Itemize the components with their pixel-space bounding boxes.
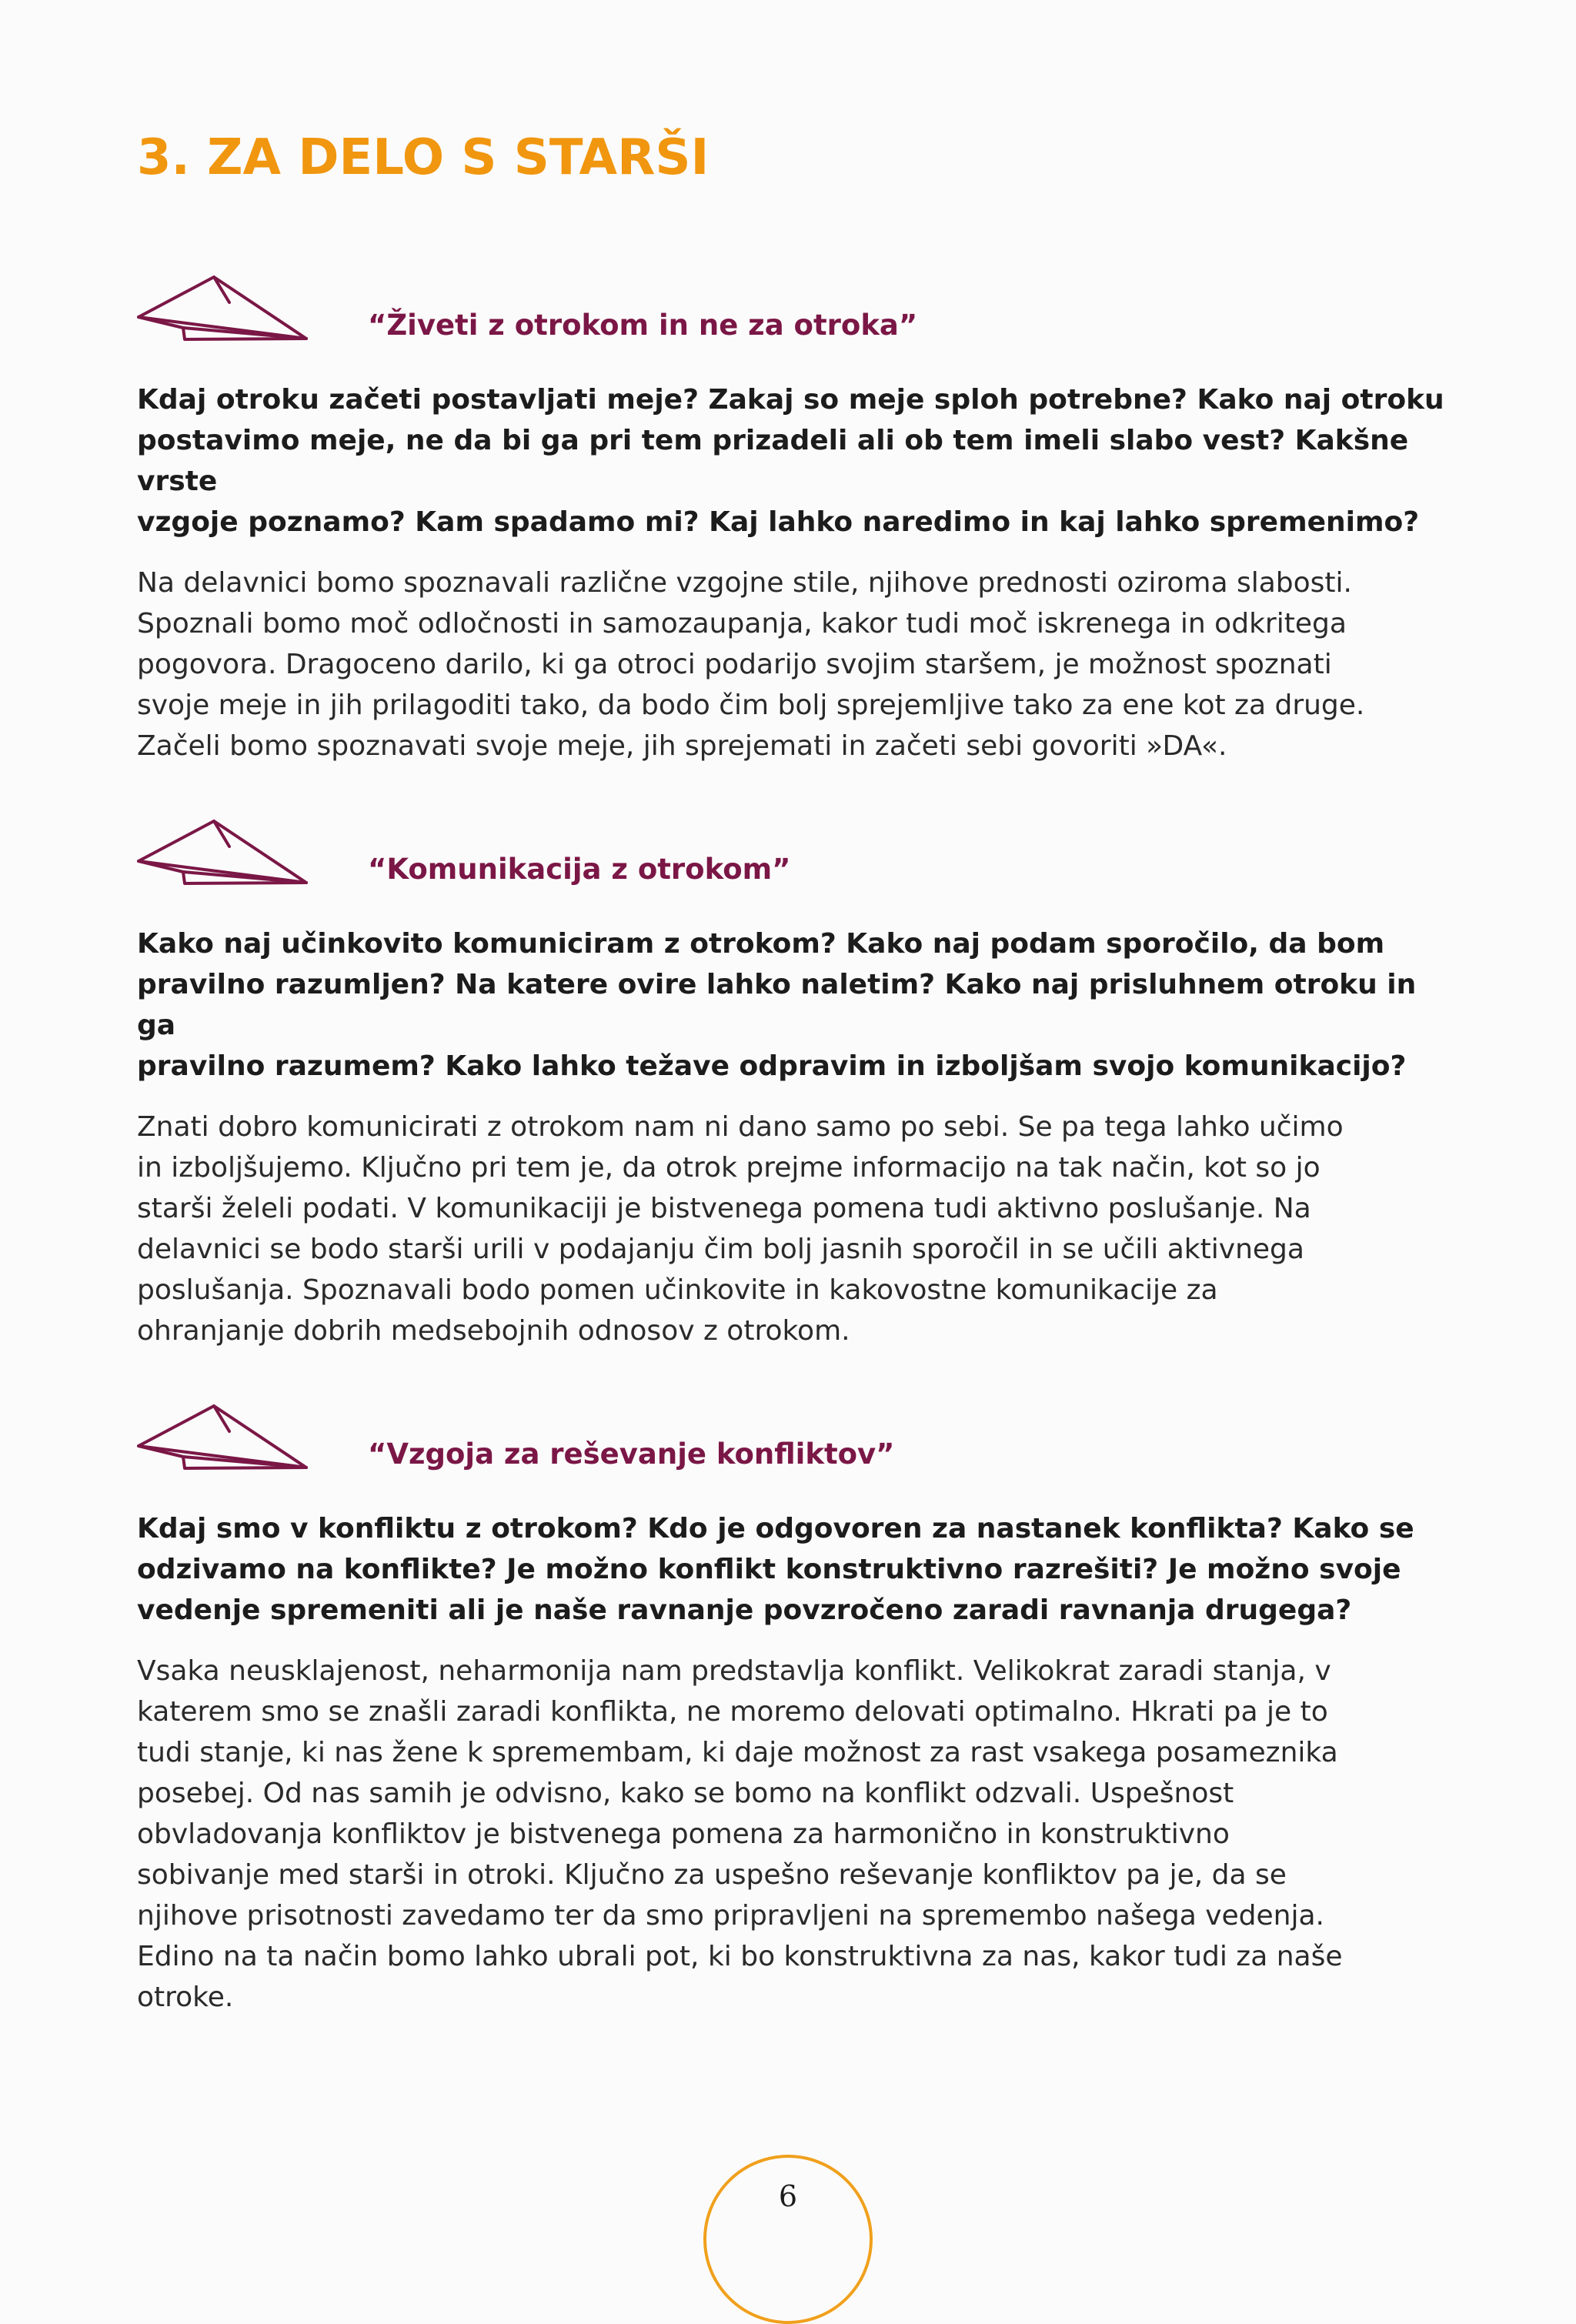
section-body: Vsaka neusklajenost, neharmonija nam predstavlja konflikt. Velikokrat zaradi stanja, v katerem smo se znašli zaradi konflikta, ne moremo delovati optimalno. Hkrati pa je to tudi stanje, ki nas žene k spremembam, ki daje možnost za rast vsakega posameznika posebej. Od nas samih je odvisno, kako se bomo na konflikt odzvali. Uspešnost obvladovanja konfliktov je bistvenega pomena za harmonično in konstruktivno sobivanje med starši in otroki. Ključno za uspešno reševanje konfliktov pa je, da se njihove prisotnosti zavedamo ter da smo pripravljeni na spremembo našega vedenja. Edino na ta način bomo lahko ubrali pot, ki bo konstruktivna za nas, kakor tudi za naše otroke. — [137, 1655, 1343, 2013]
section-questions: Kdaj smo v konfliktu z otrokom? Kdo je odgovoren za nastanek konflikta? Kako se odzivamo na konflikte? Je možno konflikt konstruktivno razrešiti? Je možno svoje vedenje spremeniti ali je naše ravnanje povzročeno zaradi ravnanja drugega? — [137, 1513, 1414, 1626]
page-title: 3. ZA DELO S STARŠI — [137, 129, 710, 186]
section-ziveti-z-otrokom — [137, 273, 1461, 766]
paper-plane-icon — [137, 1402, 314, 1479]
page-number: 6 — [778, 2179, 798, 2213]
section-header — [137, 817, 1461, 894]
paper-plane-icon — [137, 817, 314, 894]
section-vzgoja-konflikti — [137, 1402, 1461, 2018]
section-header — [137, 1402, 1461, 1479]
section-questions: Kdaj otroku začeti postavljati meje? Zakaj so meje sploh potrebne? Kako naj otroku postavimo meje, ne da bi ga pri tem prizadeli ali ob tem imeli slabo vest? Kakšne vrste vzgoje poznamo? Kam spadamo mi? Kaj lahko naredimo in kaj lahko spremenimo? — [137, 384, 1444, 538]
section-body: Znati dobro komunicirati z otrokom nam ni dano samo po sebi. Se pa tega lahko učimo in izboljšujemo. Ključno pri tem je, da otrok prejme informacijo na tak način, kot so jo starši želeli podati. V komunikaciji je bistvenega pomena tudi aktivno poslušanje. Na delavnici se bodo starši urili v podajanju čim bolj jasnih sporočil in se učili aktivnega poslušanja. Spoznavali bodo pomen učinkovite in kakovostne komunikacije za ohranjanje dobrih medsebojnih odnosov z otrokom. — [137, 1111, 1344, 1347]
section-heading: “Živeti z otrokom in ne za otroka” — [368, 309, 918, 342]
section-heading: “Komunikacija z otrokom” — [368, 853, 791, 886]
section-komunikacija — [137, 817, 1461, 1351]
section-questions: Kako naj učinkovito komuniciram z otrokom? Kako naj podam sporočilo, da bom pravilno razumljen? Na katere ovire lahko naletim? Kako naj prisluhnem otroku in ga pravilno razumem? Kako lahko težave odpravim in izboljšam svojo komunikacijo? — [137, 928, 1417, 1082]
section-heading: “Vzgoja za reševanje konfliktov” — [368, 1437, 895, 1471]
paper-plane-icon — [137, 273, 314, 350]
section-body: Na delavnici bomo spoznavali različne vzgojne stile, njihove prednosti oziroma slabosti. Spoznali bomo moč odločnosti in samozaupanja, kakor tudi moč iskrenega in odkritega pogovora. Dragoceno darilo, ki ga otroci podarijo svojim staršem, je možnost spoznati svoje meje in jih prilagoditi tako, da bodo čim bolj sprejemljive tako za ene kot za druge. Začeli bomo spoznavati svoje meje, jih sprejemati in začeti sebi govoriti »DA«. — [137, 567, 1365, 762]
section-header — [137, 273, 1461, 350]
